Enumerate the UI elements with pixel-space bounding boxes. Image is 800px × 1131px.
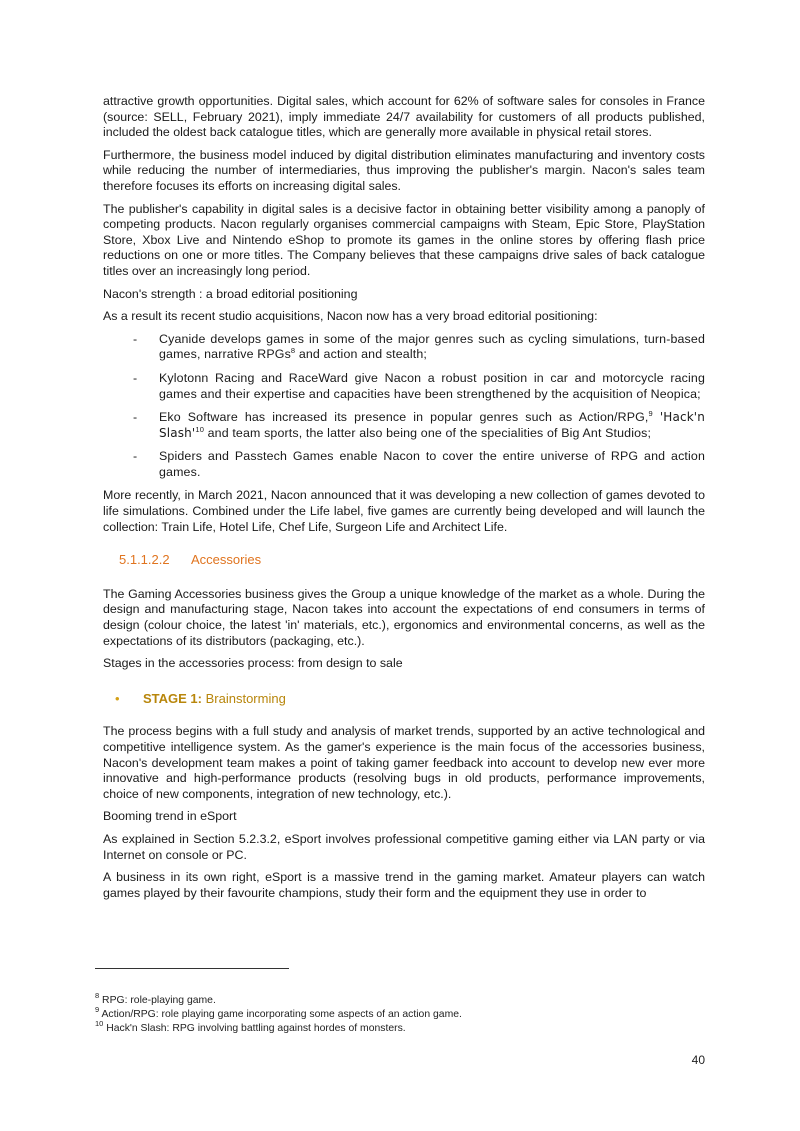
paragraph: As explained in Section 5.2.3.2, eSport involves professional competitive gaming either via LAN party or via Internet on console or PC.	[103, 831, 705, 862]
footnote: $^{10}$ Hack'n Slash: RPG involving battling against hordes of monsters.	[95, 1019, 406, 1034]
bullet-icon: •	[115, 690, 120, 706]
body-content	[103, 94, 705, 908]
list-item: - Kylotonn Racing and RaceWard give Nacon a robust position in car and motorcycle racing games and their expertise and capacities have been strengthened by the acquisition of Neopica;	[133, 370, 705, 401]
paragraph: Furthermore, the business model induced by digital distribution eliminates manufacturing and inventory costs while reducing the number of intermediaries, thus improving the publisher's margin. Nacon's sales team therefore focuses its efforts on increasing digital sales.	[103, 147, 705, 193]
section-title: Accessories	[191, 552, 262, 568]
subheading-editorial: Nacon's strength : a broad editorial positioning	[103, 286, 358, 301]
stage-label: STAGE 1:	[143, 690, 202, 706]
dash-bullet: -	[133, 331, 138, 346]
list-item: - Spiders and Passtech Games enable Nacon to cover the entire universe of RPG and action games.	[133, 449, 705, 479]
paragraph: The process begins with a full study and analysis of market trends, supported by an active technological and competitive intelligence system. As the gamer's experience is the main focus of the accessories business, Nacon's development team makes a point of taking gamer feedback into account to develop new ever more innovative and high-performance products (resolving bugs in old products, performance improvements, choice of new components, integration of new technology, etc.).	[103, 724, 705, 801]
paragraph: The publisher's capability in digital sales is a decisive factor in obtaining better visibility among a panoply of competing products. Nacon regularly organises commercial campaigns with Steam, Epic Store, PlayStation Store, Xbox Live and Nintendo eShop to promote its games in the online stores by offering flash price reductions on one or more titles. The Company believes that these campaigns drive sales of back catalogue titles over an increasingly long period.	[103, 201, 705, 278]
footnote-ref: 8	[290, 346, 296, 356]
list-item: - Eko Software has increased its presence in popular genres such as Action/RPG,$^9$ 'Hack'n $Slash'^{10}$ and team sports, the latter also being one of the specialities of Big Ant Studios;	[133, 409, 706, 440]
stage-title: Brainstorming	[202, 690, 286, 706]
paragraph: A business in its own right, eSport is a massive trend in the gaming market. Amateur players can watch games played by their favourite champions, study their form and the equipment they use in order to	[103, 870, 705, 900]
footnote-ref: 10	[195, 424, 205, 434]
footnote-divider	[95, 968, 289, 969]
paragraph: The Gaming Accessories business gives the Group a unique knowledge of the market as a whole. During the design and manufacturing stage, Nacon takes into account the expectations of end consumers in terms of design (colour choice, the latest 'in' materials, etc.), ergonomics and environmental concerns, as well as the expectations of its distributors (packaging, etc.).	[103, 586, 705, 648]
list-item: - Cyanide develops games in some of the major genres such as cycling simulations, turn-based games, narrative RPGs$^8$ and action and stealth;	[133, 331, 705, 362]
stage-heading	[115, 691, 705, 707]
paragraph: As a result its recent studio acquisitions, Nacon now has a very broad editorial positioning:	[103, 309, 598, 324]
footnote: $^8$ RPG: role-playing game.	[95, 991, 216, 1006]
section-heading	[119, 552, 705, 568]
footnote: $^9$ Action/RPG: role playing game incorporating some aspects of an action game.	[95, 1005, 462, 1020]
dash-bullet: -	[133, 370, 138, 385]
footnote-ref: 9	[648, 409, 653, 419]
dash-bullet: -	[133, 410, 138, 425]
paragraph: attractive growth opportunities. Digital sales, which account for 62% of software sales for consoles in France (source: SELL, February 2021), imply immediate 24/7 availability for customers of all products published, included the oldest back catalogue titles, which are generally more available in physical retail stores.	[103, 94, 705, 140]
footnotes	[95, 991, 462, 1036]
studio-list	[103, 332, 705, 481]
paragraph: Stages in the accessories process: from design to sale	[103, 656, 403, 671]
page-number: 40	[691, 1053, 705, 1067]
dash-bullet: -	[133, 449, 138, 464]
subheading-esport: Booming trend in eSport	[103, 809, 237, 824]
section-number: 5.1.1.2.2	[119, 552, 170, 568]
paragraph: More recently, in March 2021, Nacon announced that it was developing a new collection of games devoted to life simulations. Combined under the Life label, five games are currently being developed and will launch the collection: Train Life, Hotel Life, Chef Life, Surgeon Life and Architect Life.	[103, 488, 705, 534]
